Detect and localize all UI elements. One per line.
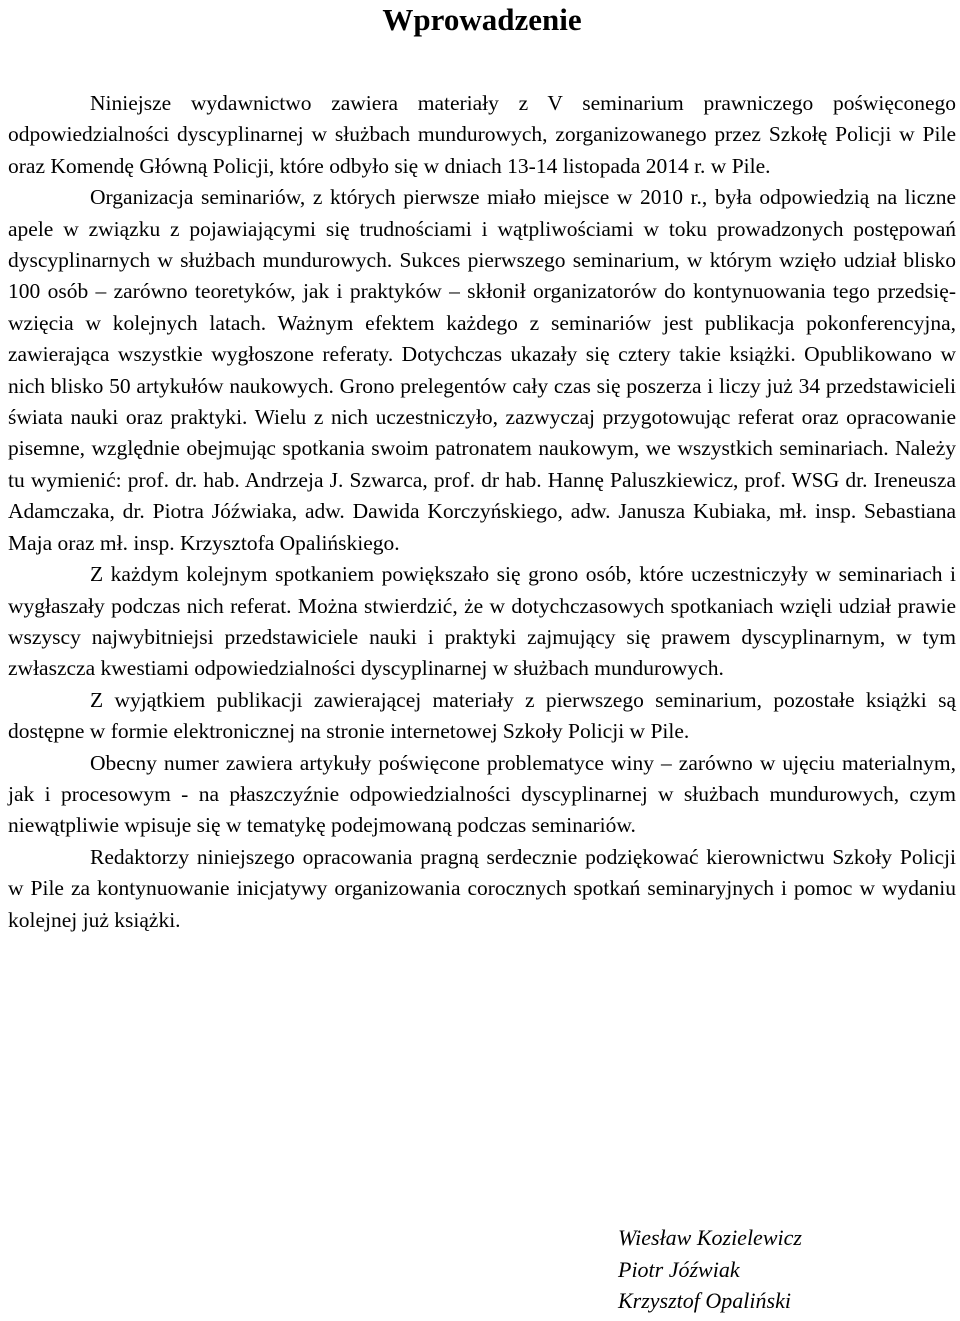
paragraph-4: Z wyjątkiem publikacji zawierającej materiały z pierwszego seminarium, pozostałe książki są dostępne w formie elektronicznej na stronie internetowej Szkoły Policji w Pile. (8, 687, 956, 744)
signature-name: Wiesław Kozielewicz (618, 1225, 802, 1250)
signature-name: Krzysztof Opaliński (618, 1288, 791, 1313)
paragraph-1: Niniejsze wydawnictwo zawiera materiały z V seminarium prawniczego poświęconego odpowiedzialności dyscyplinarnej w służbach mundurowych, zorganizowanego przez Szkołę Policji w Pile oraz Komendę Główną Policji, które odbyło się w dniach 13-14 listopada 2014 r. w Pile. (8, 91, 956, 178)
paragraph-6: Redaktorzy niniejszego opracowania pragną serdecznie podziękować kierownictwu Szkoły Policji w Pile za kontynuowanie inicjatywy organizowania corocznych spotkań seminaryjnych i pomoc w wydaniu kolejnej już książki. (8, 844, 956, 932)
paragraph-3: Z każdym kolejnym spotkaniem powiększało się grono osób, które uczestniczyły w seminariach i wygłaszały podczas nich referat. Można stwierdzić, że w dotychczasowych spotkaniach wzięli udział prawie wszyscy najwybitniejsi przedstawiciele nauki i praktyki zajmujący się prawem dyscyplinarnym, w tym zwłaszcza kwestiami odpowiedzialności dyscyplinarnej w służbach mundurowych. (8, 562, 956, 681)
signature-name: Piotr Jóźwiak (618, 1256, 740, 1282)
page-title: Wprowadzenie (382, 2, 582, 37)
paragraph-2: Organizacja seminariów, z których pierwsze miało miejsce w 2010 r., była odpowiedzią na liczne apele w związku z pojawiającymi się trudnościami i wątpliwościami w toku prowadzonych postępowań dyscyplinarnych w służbach mundurowych. Sukces pierwszego seminarium, w którym wzięło udział blisko 100 osób – zarówno teoretyków, jak i praktyków – skłonił organizatorów do kontynuowania tego przedsięwzięcia w kolejnych latach. Ważnym efektem każdego z seminariów jest publikacja pokonferencyjna, zawierająca wszystkie wygłoszone referaty. Dotychczas ukazały się cztery takie książki. Opublikowano w nich blisko 50 artykułów naukowych. Grono prelegentów cały czas się poszerza i liczy już 34 przedstawicieli świata nauki oraz praktyki. Wielu z nich uczestniczyło, zazwyczaj przygotowując referat oraz opracowanie pisemne, względnie obejmując spotkania swoim patronatem naukowym, we wszystkich seminariach. Należy tu wymienić: prof. dr. hab. Andrzeja J. Szwarca, prof. dr hab. Hannę Paluszkiewicz, prof. WSG dr. Ireneusza Adamczaka, dr. Piotra Jóźwiaka, adw. Dawida Korczyńskiego, adw. Janusza Kubiaka, mł. insp. Sebastiana Maja oraz mł. insp. Krzysztofa Opalińskiego. (8, 185, 956, 555)
signature-block (618, 1222, 802, 1317)
document-page (8, 0, 956, 936)
paragraph-5: Obecny numer zawiera artykuły poświęcone problematyce winy – zarówno w ujęciu materialnym, jak i procesowym - na płaszczyźnie odpowiedzialności dyscyplinarnej w służbach mundurowych, czym niewątpliwie wpisuje się w tematykę podejmowaną podczas seminariów. (8, 750, 956, 838)
body-text (8, 88, 956, 936)
